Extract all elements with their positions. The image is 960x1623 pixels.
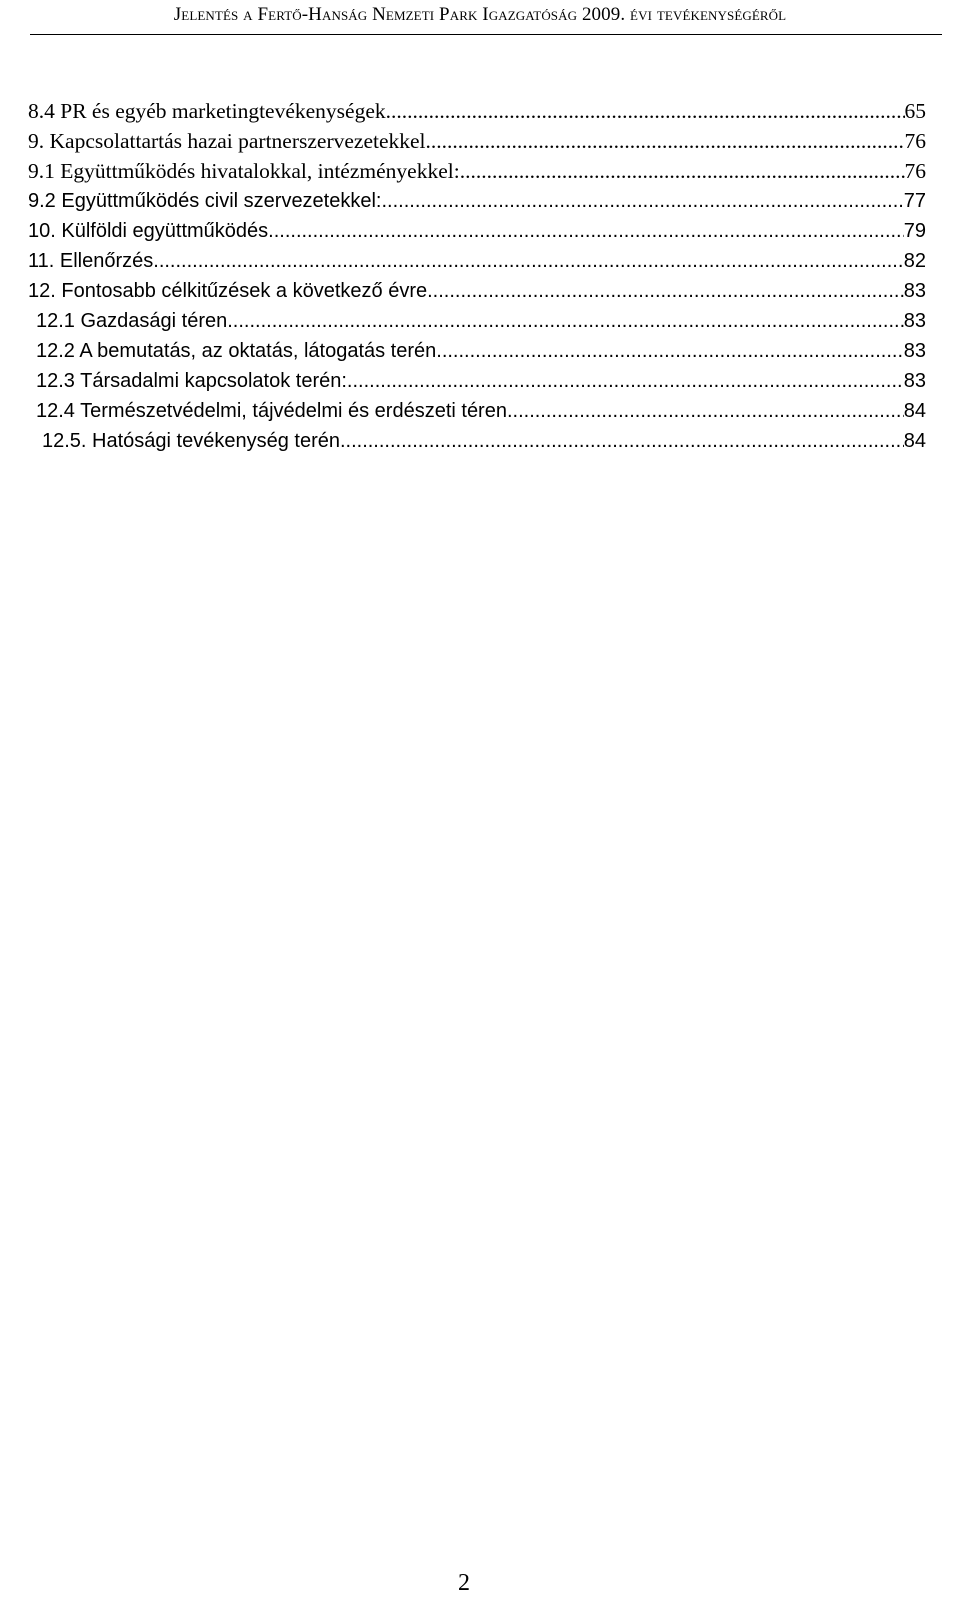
toc-entry[interactable]	[28, 336, 926, 366]
toc-entry-label: 12.1 Gazdasági téren	[36, 310, 228, 332]
toc-entry-page: 83	[903, 280, 926, 302]
toc-leader-dots	[227, 306, 904, 336]
toc-entry[interactable]	[28, 426, 926, 456]
toc-entry-page: 83	[903, 340, 926, 362]
running-header: Jelentés a Fertő-Hanság Nemzeti Park Igazgatóság 2009. évi tevékenységéről	[173, 4, 787, 25]
toc-leader-dots	[153, 246, 903, 276]
toc-entry-label: 12.4 Természetvédelmi, tájvédelmi és erdészeti téren	[36, 400, 507, 422]
toc-entry-label: 9. Kapcsolattartás hazai partnerszervezetekkel	[28, 129, 426, 153]
toc-entry[interactable]	[28, 186, 926, 216]
toc-entry-page: 84	[903, 400, 926, 422]
toc-entry-page: 76	[904, 159, 926, 183]
toc-entry-page: 79	[903, 220, 926, 242]
toc-entry-page: 83	[903, 370, 926, 392]
toc-entry-label: 9.1 Együttműködés hivatalokkal, intézményekkel:	[28, 159, 460, 183]
toc-entry-page: 76	[904, 129, 926, 153]
toc-entry-label: 12.5. Hatósági tevékenység terén	[42, 430, 340, 452]
toc-entry-page: 82	[903, 250, 926, 272]
toc-entry[interactable]	[28, 366, 926, 396]
toc-entry-label: 12. Fontosabb célkitűzések a következő évre	[28, 280, 428, 302]
toc-leader-dots	[426, 126, 905, 156]
toc-entry[interactable]	[28, 96, 926, 126]
toc-entry-label: 9.2 Együttműködés civil szervezetekkel:	[28, 190, 382, 212]
toc-entry-page: 83	[903, 310, 926, 332]
toc-entry-label: 12.2 A bemutatás, az oktatás, látogatás terén	[36, 340, 437, 362]
toc-leader-dots	[507, 396, 904, 426]
toc-entry-page: 65	[904, 99, 926, 123]
toc-entry[interactable]	[28, 126, 926, 156]
toc-entry-label: 8.4 PR és egyéb marketingtevékenységek	[28, 99, 386, 123]
toc-leader-dots	[347, 366, 904, 396]
toc-entry[interactable]	[28, 216, 926, 246]
toc-entry[interactable]	[28, 156, 926, 186]
toc-leader-dots	[427, 276, 904, 306]
toc-leader-dots	[386, 96, 905, 126]
toc-entry-label: 12.3 Társadalmi kapcsolatok terén:	[36, 370, 347, 392]
toc-entry[interactable]	[28, 246, 926, 276]
toc-entry-label: 10. Külföldi együttműködés	[28, 220, 269, 242]
toc-leader-dots	[382, 186, 904, 216]
toc-leader-dots	[460, 156, 905, 186]
toc-leader-dots	[268, 216, 904, 246]
toc-entry[interactable]	[28, 396, 926, 426]
header-rule	[30, 34, 942, 35]
toc-entry[interactable]	[28, 276, 926, 306]
table-of-contents	[28, 96, 926, 456]
toc-entry-label: 11. Ellenőrzés	[28, 250, 154, 272]
toc-entry-page: 84	[903, 430, 926, 452]
toc-leader-dots	[340, 426, 904, 456]
page-number: 2	[458, 1570, 470, 1596]
toc-entry[interactable]	[28, 306, 926, 336]
toc-leader-dots	[436, 336, 903, 366]
toc-entry-page: 77	[903, 190, 926, 212]
